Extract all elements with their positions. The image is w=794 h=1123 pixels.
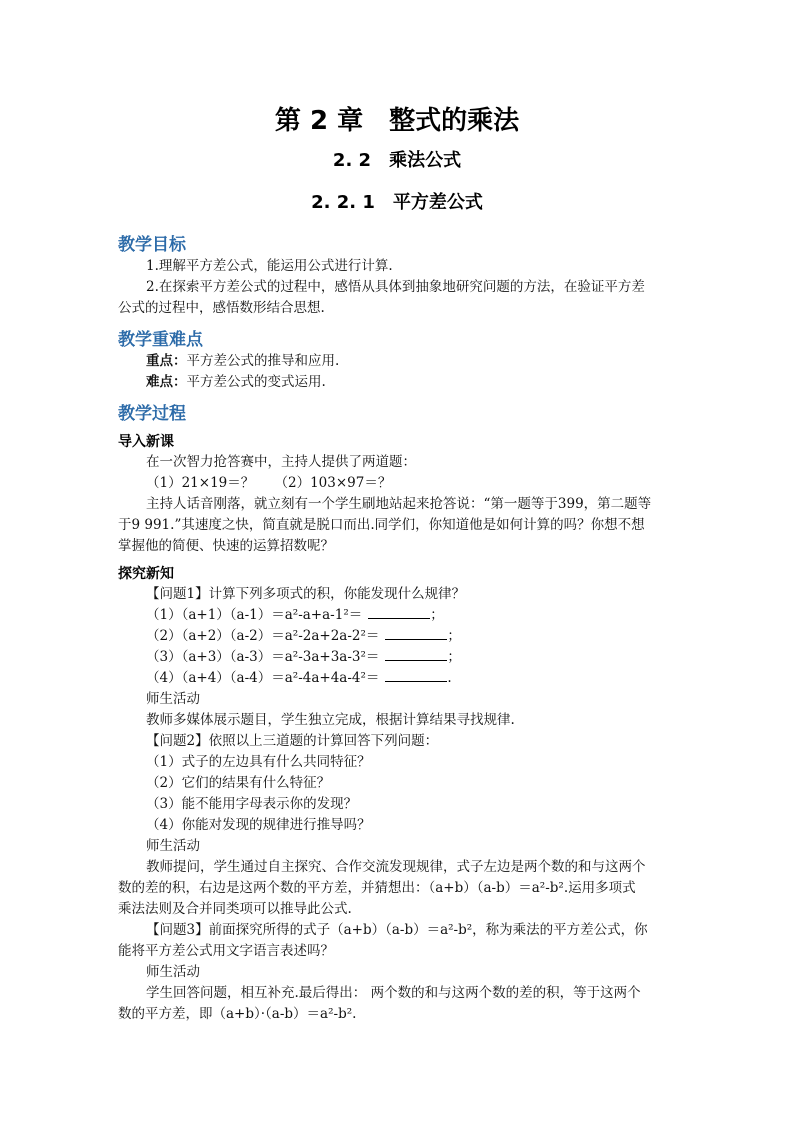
activity-text: 教师多媒体展示题目，学生独立完成，根据计算结果寻找规律. xyxy=(146,712,515,728)
intro-line: 于9 991.”其速度之快，简直就是脱口而出.同学们，你知道他是如何计算的吗？你想不想 xyxy=(118,517,645,533)
objective-line: 1.理解平方差公式，能运用公式进行计算. xyxy=(146,258,393,274)
key-text: 平方差公式的推导和应用. xyxy=(186,353,340,369)
intro-line: （1）21×19＝？ （2）103×97＝？ xyxy=(146,475,392,491)
question-2-item: （4）你能对发现的规律进行推导吗？ xyxy=(146,817,371,833)
activity-label: 师生活动 xyxy=(146,838,200,854)
activity-line: 教师提问，学生通过自主探究、合作交流发现规律，式子左边是两个数的和与这两个 xyxy=(146,859,646,875)
activity-line: 数的平方差，即（a+b）·（a-b）＝a²-b². xyxy=(118,1006,357,1022)
objectives-heading: 教学目标 xyxy=(118,235,186,255)
intro-line: 主持人话音刚落，就立刻有一个学生刷地站起来抢答说：“第一题等于399，第二题等 xyxy=(146,496,652,512)
punctuation: ； xyxy=(447,649,461,665)
question-1-item xyxy=(146,668,452,688)
section-title: 2. 2 乘法公式 xyxy=(332,150,462,171)
intro-line: 掌握他的简便、快速的运算招数呢？ xyxy=(118,538,334,554)
punctuation: ； xyxy=(430,607,444,623)
intro-line: 在一次智力抢答赛中，主持人提供了两道题： xyxy=(146,454,416,470)
key-point-line xyxy=(146,351,339,371)
explore-heading: 探究新知 xyxy=(118,566,174,582)
keypoints-heading: 教学重难点 xyxy=(118,330,203,350)
question-2-item: （3）能不能用字母表示你的发现？ xyxy=(146,796,358,812)
equation-text: （3）（a+3）（a-3）＝a²-3a+3a-3²＝ xyxy=(146,649,380,665)
question-2: 【问题2】依照以上三道题的计算回答下列问题： xyxy=(146,733,439,749)
activity-line: 数的差的积，右边是这两个数的平方差，并猜想出：（a+b）（a-b）＝a²-b².运用多项式 xyxy=(118,880,636,896)
equation-text: （2）（a+2）（a-2）＝a²-2a+2a-2²＝ xyxy=(146,628,380,644)
intro-heading: 导入新课 xyxy=(118,434,174,450)
punctuation: ； xyxy=(447,628,461,644)
question-1: 【问题1】计算下列多项式的积，你能发现什么规律？ xyxy=(146,586,466,602)
question-1-item xyxy=(146,647,461,667)
question-1-item xyxy=(146,626,461,646)
answer-blank[interactable] xyxy=(385,648,447,661)
punctuation: . xyxy=(447,670,452,686)
equation-text: （1）（a+1）（a-1）＝a²-a+a-1²＝ xyxy=(146,607,363,623)
answer-blank[interactable] xyxy=(368,606,430,619)
activity-label: 师生活动 xyxy=(146,964,200,980)
activity-line: 乘法法则及合并同类项可以推导此公式. xyxy=(118,901,352,917)
objective-line: 2.在探索平方差公式的过程中，感悟从具体到抽象地研究问题的方法，在验证平方差 xyxy=(146,279,645,295)
answer-blank[interactable] xyxy=(385,627,447,640)
question-3-line: 能将平方差公式用文字语言表述吗？ xyxy=(118,943,334,959)
activity-label: 师生活动 xyxy=(146,691,200,707)
activity-line: 学生回答问题，相互补充.最后得出： 两个数的和与这两个数的差的积，等于这两个 xyxy=(146,985,641,1001)
answer-blank[interactable] xyxy=(385,669,447,682)
difficult-text: 平方差公式的变式运用. xyxy=(186,374,326,390)
difficult-point-line xyxy=(146,372,326,392)
chapter-title: 第 2 章 整式的乘法 xyxy=(274,106,520,136)
process-heading: 教学过程 xyxy=(118,404,186,424)
equation-text: （4）（a+4）（a-4）＝a²-4a+4a-4²＝ xyxy=(146,670,380,686)
objective-line: 公式的过程中，感悟数形结合思想. xyxy=(118,300,325,316)
question-3-line: 【问题3】前面探究所得的式子（a+b）（a-b）＝a²-b²，称为乘法的平方差公式，你 xyxy=(146,922,648,938)
key-label: 重点： xyxy=(146,353,187,369)
question-1-item xyxy=(146,605,444,625)
question-2-item: （1）式子的左边具有什么共同特征？ xyxy=(146,754,371,770)
difficult-label: 难点： xyxy=(146,374,187,390)
subsection-title: 2. 2. 1 平方差公式 xyxy=(311,192,483,213)
question-2-item: （2）它们的结果有什么特征？ xyxy=(146,775,331,791)
